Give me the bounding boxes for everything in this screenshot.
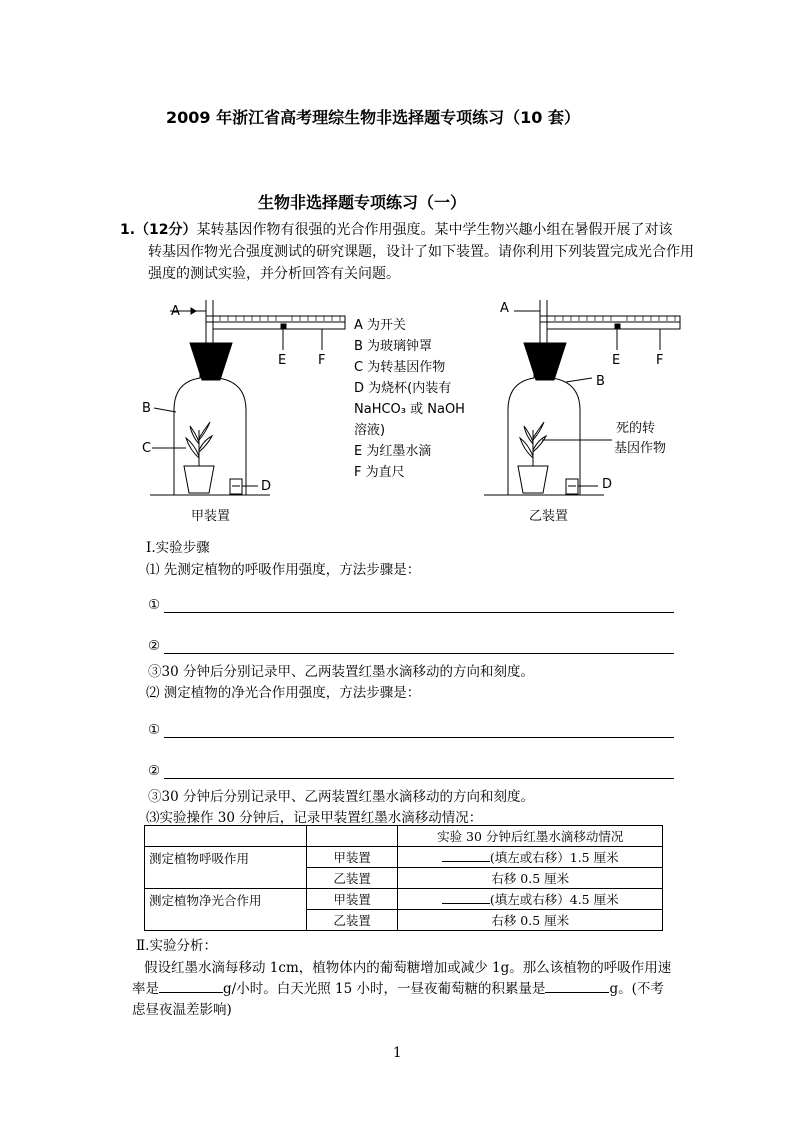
- right-stopper: [524, 343, 566, 380]
- step2-item2: ②: [148, 763, 161, 779]
- table-device-cell: 甲装置: [306, 889, 398, 910]
- step1-item1: ①: [148, 597, 161, 613]
- step2-item3: ③30 分钟后分别记录甲、乙两装置红墨水滴移动的方向和刻度。: [148, 789, 534, 805]
- table-group-cell: 测定植物净光合作用: [145, 889, 307, 931]
- answer-blank-glucose-accumulation[interactable]: [545, 980, 609, 993]
- step2-item1-answer-line[interactable]: [164, 737, 674, 738]
- table-device-cell: 甲装置: [306, 847, 398, 868]
- label-left-c: C: [142, 441, 152, 456]
- section-title: 生物非选择题专项练习（一）: [258, 193, 467, 212]
- legend-d: D 为烧杯(内装有: [354, 381, 452, 396]
- label-right-e: E: [612, 353, 621, 368]
- legend-d-cont2: 溶液): [354, 423, 386, 438]
- step2-item2-answer-line[interactable]: [164, 778, 674, 779]
- label-right-d: D: [602, 477, 613, 492]
- step1-item2: ②: [148, 638, 161, 654]
- page-number: 1: [393, 1045, 402, 1061]
- table-device-cell: 乙装置: [306, 910, 398, 931]
- table-result-cell: 右移 0.5 厘米: [398, 868, 663, 889]
- question-number: 1.（12分）: [120, 222, 197, 238]
- table-cell: [306, 826, 398, 847]
- table-device-cell: 乙装置: [306, 868, 398, 889]
- table-result-cell: 右移 0.5 厘米: [398, 910, 663, 931]
- legend-b: B 为玻璃钟罩: [354, 339, 433, 354]
- answer-blank-respiration-rate[interactable]: [159, 980, 223, 993]
- step1-item3: ③30 分钟后分别记录甲、乙两装置红墨水滴移动的方向和刻度。: [148, 664, 534, 680]
- left-pot: [184, 466, 214, 493]
- dead-plant-label-1: 死的转: [616, 421, 656, 436]
- table-result-cell[interactable]: (填左或右移）1.5 厘米: [398, 847, 663, 868]
- table-header-row: [145, 826, 663, 847]
- apparatus-figure: [0, 0, 794, 530]
- left-stopper: [190, 343, 232, 380]
- label-right-a: A: [500, 301, 509, 316]
- part2-heading: Ⅱ.实验分析：: [136, 938, 217, 954]
- legend-c: C 为转基因作物: [354, 360, 446, 375]
- part1-heading: Ⅰ.实验步骤: [146, 540, 210, 556]
- legend-e: E 为红墨水滴: [354, 444, 432, 459]
- answer-blank[interactable]: [442, 891, 490, 904]
- label-left-b: B: [142, 401, 151, 416]
- step1-heading: ⑴ 先测定植物的呼吸作用强度，方法步骤是：: [146, 562, 421, 578]
- answer-blank[interactable]: [442, 849, 490, 862]
- label-right-f: F: [656, 353, 664, 368]
- intro-line-1: 某转基因作物有很强的光合作用强度。某中学生物兴趣小组在暑假开展了对该: [196, 222, 673, 238]
- step2-item1: ①: [148, 722, 161, 738]
- left-bell-jar: [174, 375, 246, 495]
- step3-heading: ⑶实验操作 30 分钟后，记录甲装置红墨水滴移动情况：: [146, 810, 483, 826]
- table-cell: [145, 826, 307, 847]
- table-group-cell: 测定植物呼吸作用: [145, 847, 307, 889]
- label-left-a: A: [171, 304, 180, 319]
- label-left-e: E: [278, 353, 287, 368]
- legend-f: F 为直尺: [354, 465, 405, 480]
- step1-item1-answer-line[interactable]: [164, 612, 674, 613]
- right-bell-jar: [508, 375, 580, 495]
- dead-plant-label-2: 基因作物: [614, 441, 667, 456]
- part2-line2: 率是 g/小时。白天光照 15 小时，一昼夜葡萄糖的积累量是 g。(不考: [132, 981, 664, 997]
- main-title: 2009 年浙江省高考理综生物非选择题专项练习（10 套）: [166, 108, 580, 127]
- table-row: [145, 889, 663, 910]
- part2-line3: 虑昼夜温差影响): [132, 1002, 232, 1018]
- step1-item2-answer-line[interactable]: [164, 653, 674, 654]
- table-row: [145, 847, 663, 868]
- label-left-f: F: [318, 353, 326, 368]
- table-header-cell: 实验 30 分钟后红墨水滴移动情况: [398, 826, 663, 847]
- right-pot: [518, 466, 548, 493]
- intro-line-2: 转基因作物光合强度测试的研究课题，设计了如下装置。请你利用下列装置完成光合作用: [148, 244, 694, 260]
- intro-line-3: 强度的测试实验，并分析回答有关问题。: [148, 266, 400, 282]
- label-left-d: D: [261, 479, 272, 494]
- results-table: [144, 825, 663, 931]
- caption-right: 乙装置: [529, 509, 569, 524]
- caption-left: 甲装置: [191, 509, 231, 524]
- part2-line1: 假设红墨水滴每移动 1cm，植物体内的葡萄糖增加或减少 1g。那么该植物的呼吸作用速: [144, 960, 672, 976]
- step2-heading: ⑵ 测定植物的净光合作用强度，方法步骤是：: [146, 685, 421, 701]
- table-result-cell[interactable]: (填左或右移）4.5 厘米: [398, 889, 663, 910]
- legend-d-cont: NaHCO₃ 或 NaOH: [354, 402, 465, 417]
- label-right-b: B: [596, 374, 605, 389]
- legend-a: A 为开关: [354, 318, 407, 333]
